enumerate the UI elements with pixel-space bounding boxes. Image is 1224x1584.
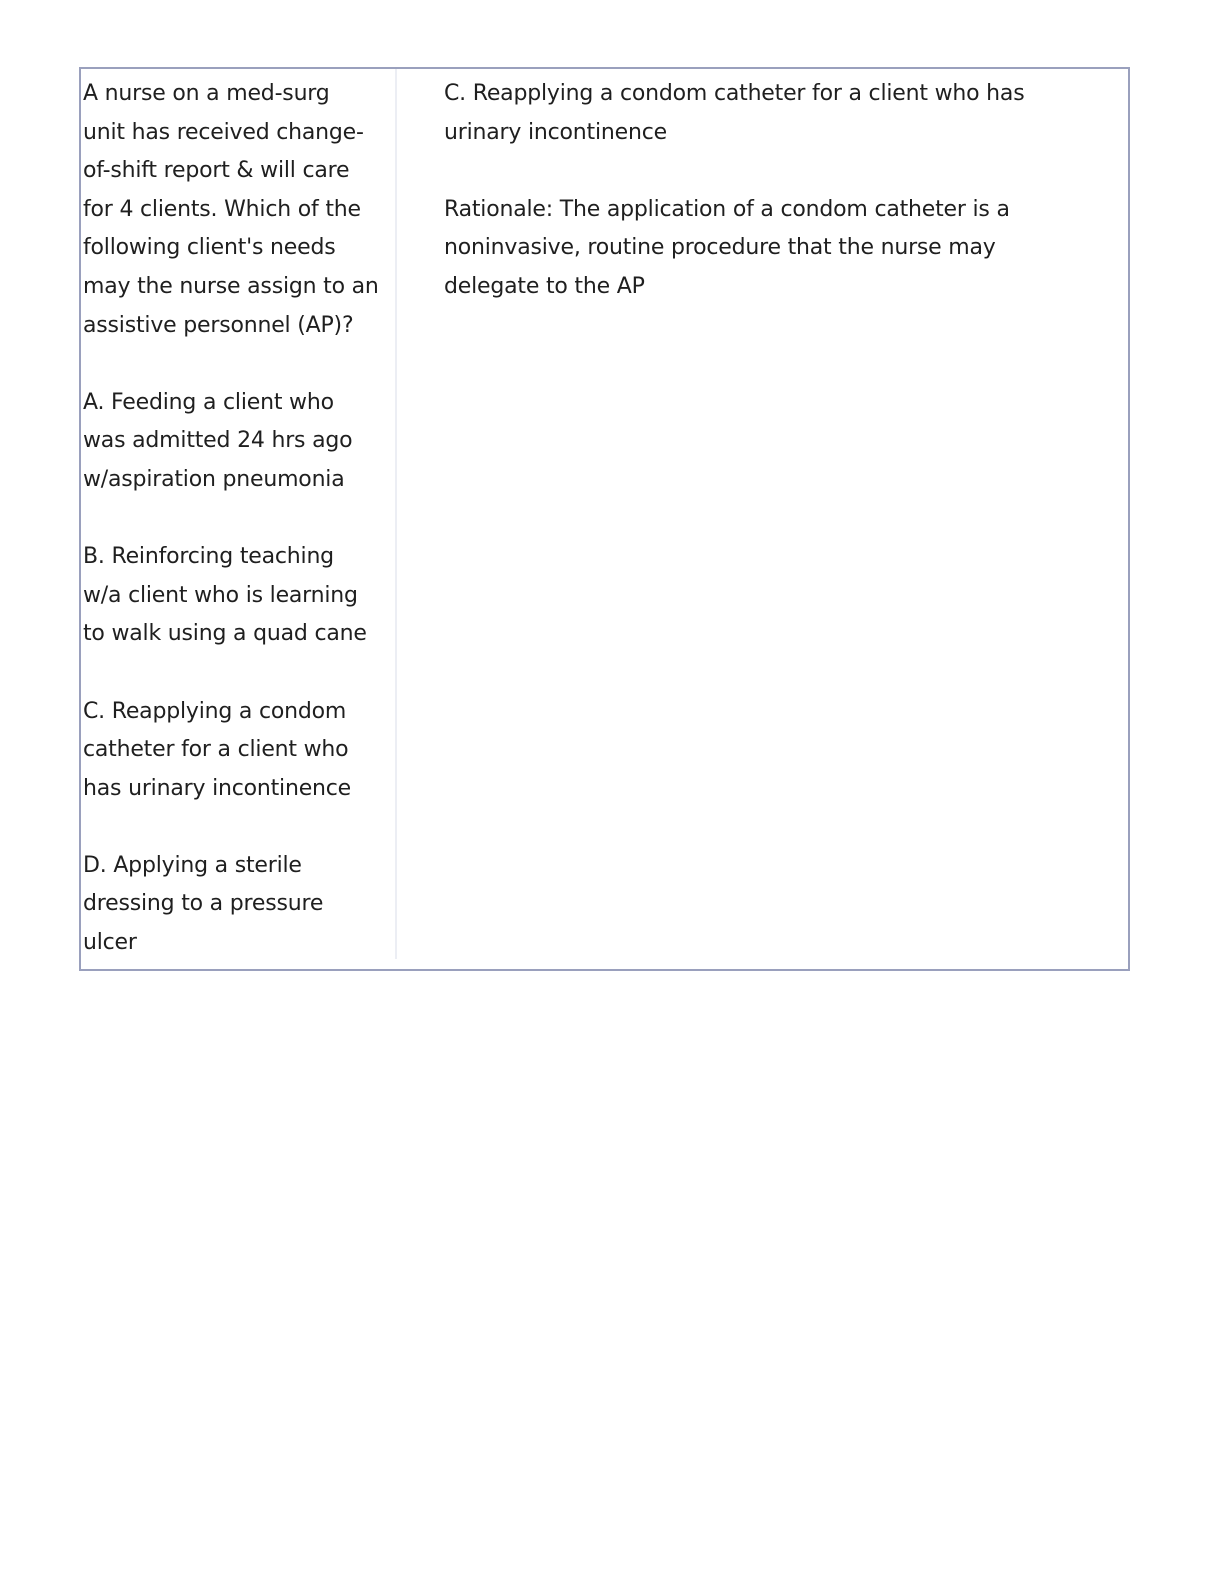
answer-line: C. Reapplying a condom catheter for a client who has bbox=[444, 81, 1025, 106]
option-c-line: catheter for a client who bbox=[83, 737, 349, 763]
rationale-text bbox=[444, 191, 1084, 307]
option-a-line: w/aspiration pneumonia bbox=[83, 466, 345, 492]
rationale-line: delegate to the AP bbox=[444, 273, 645, 299]
rationale-line: Rationale: The application of a condom catheter is a bbox=[444, 196, 1010, 222]
option-d-line: dressing to a pressure bbox=[83, 891, 324, 917]
column-divider bbox=[395, 69, 397, 959]
option-a-line: A. Feeding a client who bbox=[83, 389, 334, 415]
spacer bbox=[444, 152, 1084, 191]
option-a bbox=[83, 384, 383, 500]
option-d-line: ulcer bbox=[83, 930, 137, 956]
option-b-line: B. Reinforcing teaching bbox=[83, 544, 334, 570]
option-c-line: has urinary incontinence bbox=[83, 775, 352, 801]
option-c bbox=[83, 693, 383, 809]
flashcard-definition bbox=[444, 75, 1084, 307]
question-line: assistive personnel (AP)? bbox=[83, 312, 354, 338]
option-b-line: to walk using a quad cane bbox=[83, 621, 367, 647]
spacer bbox=[83, 808, 383, 847]
flashcard bbox=[79, 67, 1130, 971]
option-a-line: was admitted 24 hrs ago bbox=[83, 428, 353, 454]
question-line: A nurse on a med-surg bbox=[83, 81, 330, 106]
option-d-line: D. Applying a sterile bbox=[83, 852, 302, 878]
option-b bbox=[83, 538, 383, 654]
question-text bbox=[83, 75, 383, 345]
question-line: of-shift report & will care bbox=[83, 158, 350, 184]
spacer bbox=[83, 500, 383, 539]
question-line: unit has received change- bbox=[83, 119, 364, 145]
spacer bbox=[83, 345, 383, 384]
spacer bbox=[83, 654, 383, 693]
flashcard-term bbox=[83, 75, 383, 963]
option-b-line: w/a client who is learning bbox=[83, 582, 358, 608]
option-c-line: C. Reapplying a condom bbox=[83, 698, 347, 724]
question-line: may the nurse assign to an bbox=[83, 273, 379, 299]
rationale-line: noninvasive, routine procedure that the nurse may bbox=[444, 235, 996, 261]
option-d bbox=[83, 847, 383, 963]
question-line: for 4 clients. Which of the bbox=[83, 196, 361, 222]
question-line: following client's needs bbox=[83, 235, 336, 261]
answer-text bbox=[444, 75, 1084, 152]
answer-line: urinary incontinence bbox=[444, 119, 667, 145]
